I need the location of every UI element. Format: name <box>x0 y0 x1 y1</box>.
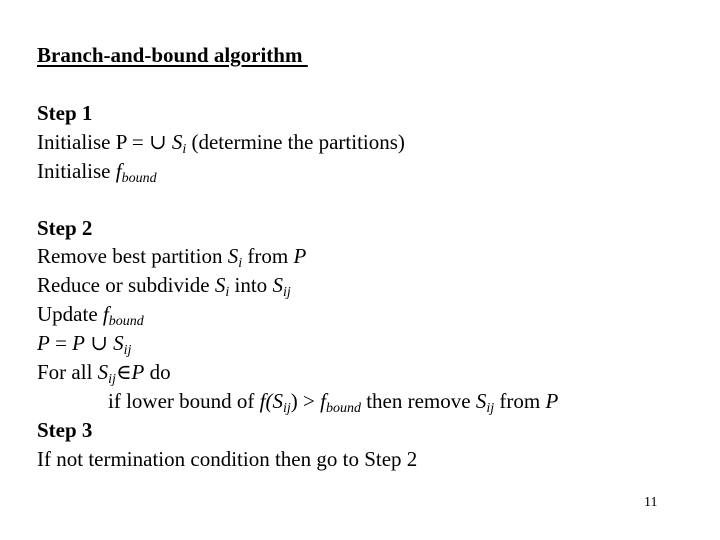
set-s: S <box>97 360 109 384</box>
set-p: P <box>131 360 145 384</box>
set-s: S <box>227 244 239 268</box>
step1-line-initialise-f <box>37 158 157 184</box>
function-f: f <box>259 389 266 413</box>
text: Initialise P = <box>37 130 149 154</box>
text: Reduce or subdivide <box>37 273 215 297</box>
greater-than: > <box>297 389 321 413</box>
step2-heading: Step 2 <box>37 216 93 240</box>
set-s: S <box>272 273 283 297</box>
subscript: i <box>225 285 230 300</box>
text: For all <box>37 360 98 384</box>
subscript: ij <box>282 401 291 416</box>
subscript: ij <box>486 401 495 416</box>
set-s: S <box>166 130 183 154</box>
subscript: bound <box>121 171 157 186</box>
step2-line-reduce <box>37 272 291 298</box>
text: do <box>144 360 171 384</box>
text: from <box>494 389 546 413</box>
set-s: S <box>475 389 487 413</box>
subscript: i <box>182 142 187 157</box>
subscript: i <box>238 256 243 271</box>
set-s: S <box>214 273 226 297</box>
page-number: 11 <box>644 495 658 510</box>
step2-line-update <box>37 301 144 327</box>
step3-line-termination: If not termination condition then go to Step 2 <box>37 447 418 471</box>
step3-heading: Step 3 <box>37 418 93 442</box>
subscript: bound <box>108 314 144 329</box>
function-f: f <box>115 159 122 183</box>
text: if lower bound of <box>108 389 260 413</box>
paren: ) <box>290 389 298 413</box>
set-p: P <box>72 331 85 355</box>
step1-heading: Step 1 <box>37 101 93 125</box>
text: Remove best partition <box>37 244 228 268</box>
union-symbol: ∪ <box>85 331 114 355</box>
step2-line-remove <box>37 243 306 269</box>
set-s: S <box>113 331 124 355</box>
text: (determine the partitions) <box>186 130 405 154</box>
text: Update <box>37 302 103 326</box>
step2-line-for-all <box>37 359 171 385</box>
function-f: f <box>320 389 326 413</box>
set-s: S <box>272 389 283 413</box>
text: into <box>229 273 273 297</box>
function-f: f <box>102 302 109 326</box>
text: then remove <box>360 389 476 413</box>
set-p: P <box>37 331 50 355</box>
step1-line-initialise-p <box>37 129 405 155</box>
subscript: ij <box>108 372 116 387</box>
text: Initialise <box>37 159 116 183</box>
slide-title: Branch-and-bound algorithm <box>37 43 308 67</box>
set-p: P <box>545 389 559 413</box>
text: from <box>242 244 294 268</box>
step2-line-if-lower-bound <box>108 388 558 414</box>
subscript: bound <box>325 401 361 416</box>
paren: ( <box>265 389 273 413</box>
subscript: ij <box>282 285 291 300</box>
step2-line-p-union <box>37 330 131 356</box>
union-symbol: ∪ <box>148 130 167 154</box>
equals: = <box>49 331 73 355</box>
set-p: P <box>293 244 307 268</box>
subscript: ij <box>123 343 132 358</box>
element-of-symbol: ∈ <box>115 360 132 384</box>
